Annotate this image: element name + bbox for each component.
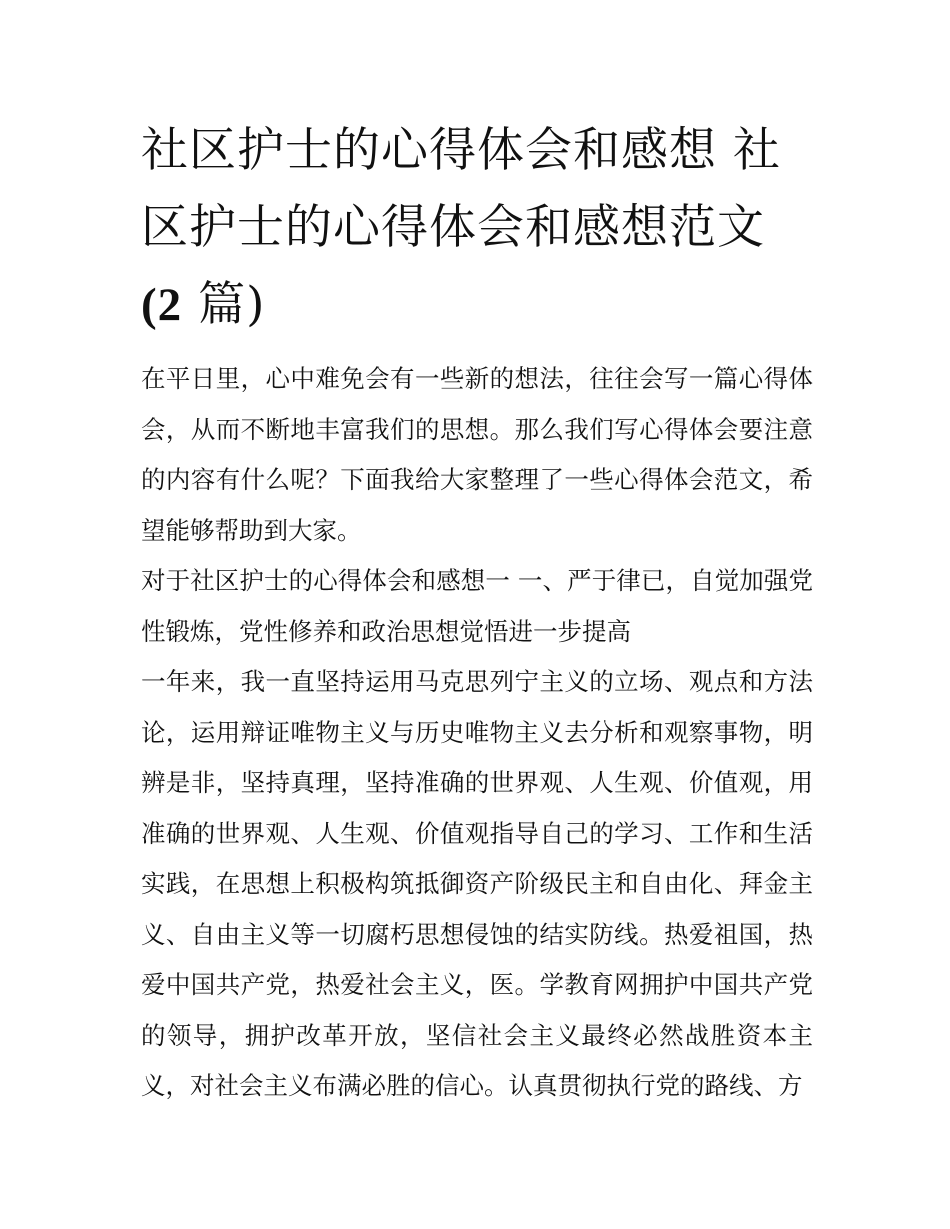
document-content xyxy=(141,112,813,1112)
section-heading-paragraph: 对于社区护士的心得体会和感想一 一、严于律已，自觉加强党性锻炼，党性修养和政治思想觉悟进一步提高 xyxy=(141,566,813,646)
document-title xyxy=(141,112,813,344)
intro-paragraph: 在平日里，心中难免会有一些新的想法，往往会写一篇心得体会，从而不断地丰富我们的思想。那么我们写心得体会要注意的内容有什么呢？下面我给大家整理了一些心得体会范文，希望能够帮助到大家。 xyxy=(141,364,813,545)
title-line-2: 区护士的心得体会和感想范文 xyxy=(141,200,765,255)
body-paragraph: 一年来，我一直坚持运用马克思列宁主义的立场、观点和方法论，运用辩证唯物主义与历史唯物主义去分析和观察事物，明辨是非，坚持真理，坚持准确的世界观、人生观、价值观，用准确的世界观、人生观、价值观指导自己的学习、工作和生活实践，在思想上积极构筑抵御资产阶级民主和自由化、拜金主义、自由主义等一切腐朽思想侵蚀的结实防线。热爱祖国，热爱中国共产党，热爱社会主义，医。学教育网拥护中国共产党的领导，拥护改革开放，坚信社会主义最终必然战胜资本主义，对社会主义布满必胜的信心。认真贯彻执行党的路线、方 xyxy=(141,667,813,1100)
title-line-1: 社区护士的心得体会和感想 社 xyxy=(141,123,781,178)
title-line-3-rest: 篇) xyxy=(182,277,266,332)
title-line-3-number: (2 xyxy=(141,279,183,331)
